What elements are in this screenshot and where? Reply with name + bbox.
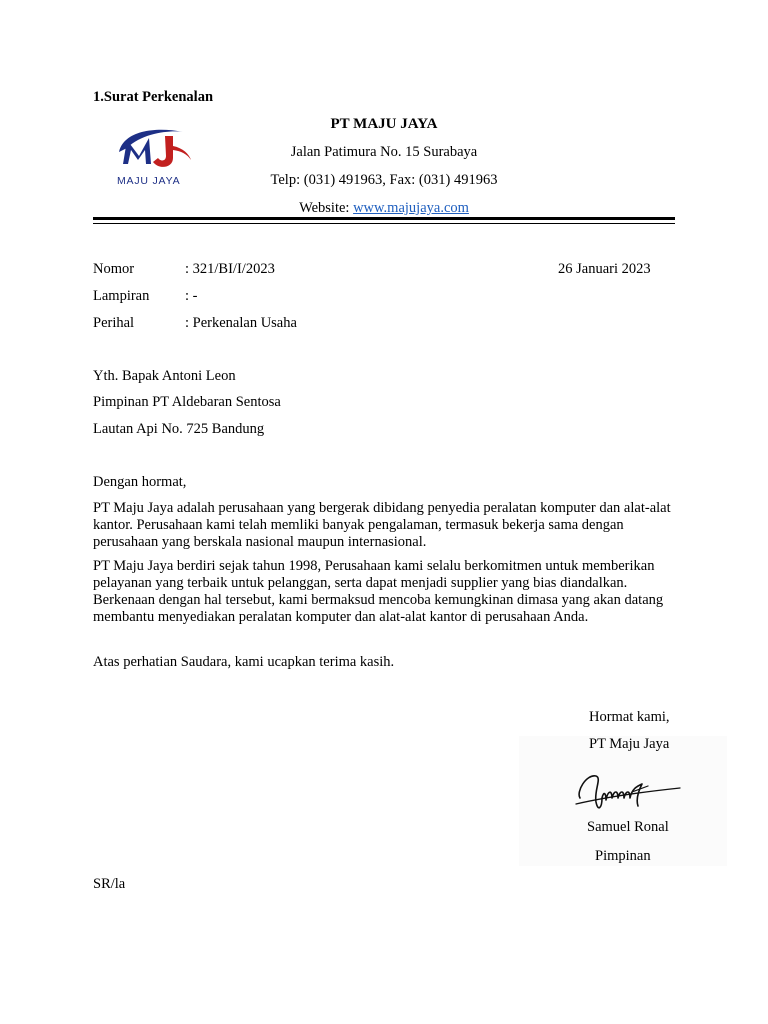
closing-sentence: Atas perhatian Saudara, kami ucapkan terima kasih. [93,654,395,670]
greeting: Dengan hormat, [93,474,187,490]
signer-company: PT Maju Jaya [589,736,670,752]
signer-position: Pimpinan [595,848,651,864]
recipient-title: Pimpinan PT Aldebaran Sentosa [93,394,281,410]
nomor-label: Nomor [93,261,135,277]
recipient-name: Yth. Bapak Antoni Leon [93,368,236,384]
letter-date: 26 Januari 2023 [558,261,651,277]
section-heading: 1.Surat Perkenalan [93,89,214,105]
perihal-value: : Perkenalan Usaha [185,315,297,331]
regards-text: Hormat kami, [589,709,670,725]
logo-text: MAJU JAYA [117,175,181,187]
signer-name: Samuel Ronal [587,819,669,835]
website-label: Website: [299,200,354,216]
nomor-value: : 321/BI/I/2023 [185,261,275,277]
company-name: PT MAJU JAYA [330,116,438,132]
perihal-label: Perihal [93,315,135,331]
recipient-address: Lautan Api No. 725 Bandung [93,421,265,437]
website-link[interactable]: www.majujaya.com [353,200,469,216]
company-phone: Telp: (031) 491963, Fax: (031) 491963 [270,172,498,188]
handwritten-signature [572,768,684,816]
lampiran-value: : - [185,288,198,304]
letterhead-divider-thick [93,217,675,220]
letterhead-divider-thin [93,223,675,224]
company-website [0,199,768,217]
company-address: Jalan Patimura No. 15 Surabaya [290,144,478,160]
reference-code: SR/la [93,876,126,892]
lampiran-label: Lampiran [93,288,150,304]
signature-icon [572,768,684,816]
body-paragraph-2: PT Maju Jaya berdiri sejak tahun 1998, Perusahaan kami selalu berkomitmen untuk memberikan pelayanan yang terbaik untuk pelanggan, serta dapat menjadi supplier yang bias diandalkan. Berkenaan dengan hal tersebut, kami bermaksud mencoba kemungkinan dimasa yang akan datang membantu menyediakan peralatan komputer dan alat-alat kantor di perusahaan Anda. [93,558,664,625]
body-paragraph-1: PT Maju Jaya adalah perusahaan yang bergerak dibidang penyedia peralatan komputer dan alat-alat kantor. Perusahaan kami telah memliki banyak pengalaman, termasuk bekerja sama dengan perusahaan yang berskala nasional maupun internasional. [93,500,671,550]
